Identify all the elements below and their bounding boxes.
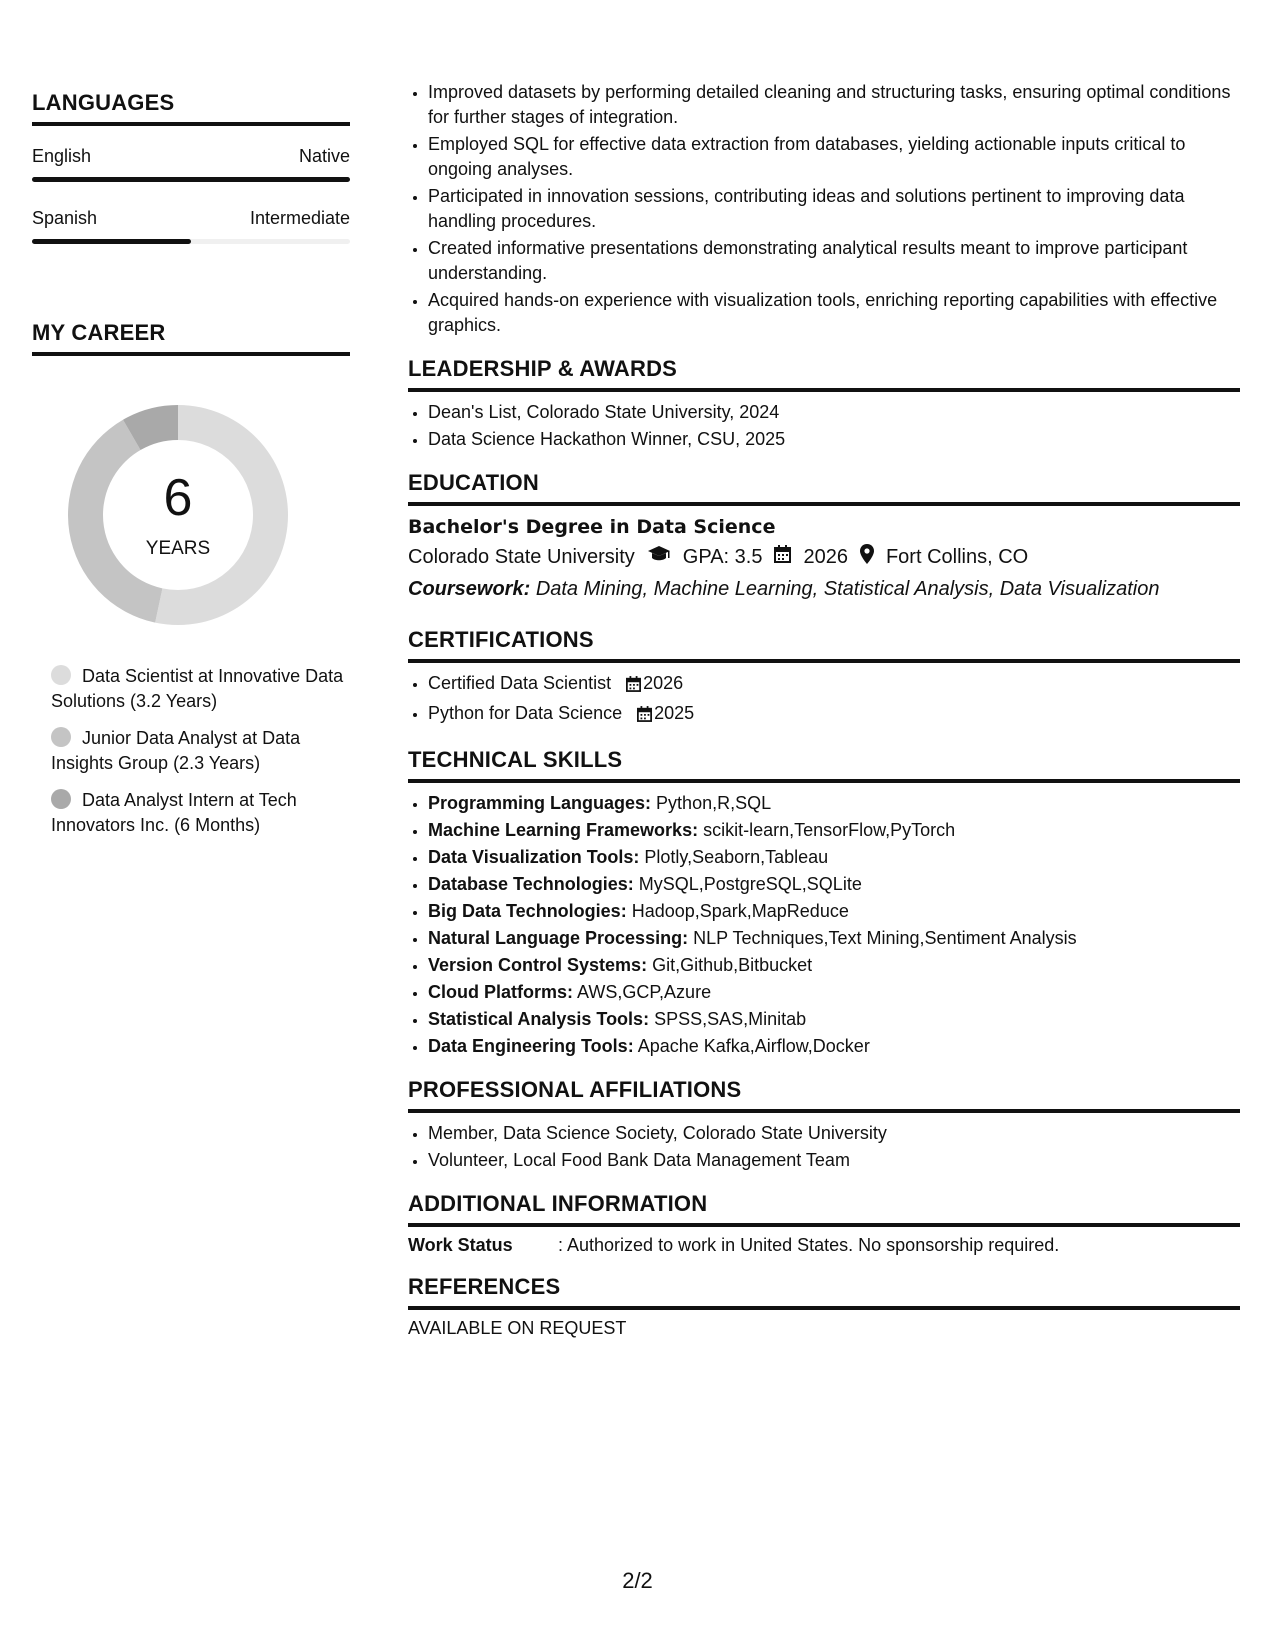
- skill-category: Data Visualization Tools:: [428, 847, 640, 867]
- list-item: • Data Science Hackathon Winner, CSU, 2025: [428, 427, 1240, 452]
- language-level: Intermediate: [249, 208, 350, 228]
- language-name: English: [32, 146, 92, 166]
- coursework-label: Coursework:: [408, 578, 531, 600]
- list-item: [428, 872, 1240, 897]
- legend-label: Data Analyst Intern at Tech Innovators Inc. (6 Months): [51, 790, 297, 835]
- list-item: • Volunteer, Local Food Bank Data Management Team: [428, 1148, 1240, 1173]
- work-status-value: : Authorized to work in United States. No sponsorship required.: [558, 1235, 1060, 1255]
- list-item: • Acquired hands-on experience with visualization tools, enriching reporting capabilities with effective graphics.: [428, 288, 1240, 338]
- section-divider: [408, 1306, 1240, 1310]
- career-title: MY CAREER: [32, 320, 166, 345]
- skill-category: Programming Languages:: [428, 793, 652, 813]
- language-proficiency-fill: [32, 177, 350, 182]
- list-item: • Created informative presentations demonstrating analytical results meant to improve participant understanding.: [428, 236, 1240, 286]
- legend-dot: [51, 665, 71, 685]
- list-item: [428, 980, 1240, 1005]
- skill-values: NLP Techniques,Text Mining,Sentiment Analysis: [693, 928, 1077, 948]
- career-donut-chart: [63, 400, 293, 630]
- language-item: [32, 146, 350, 182]
- calendar-icon: [637, 704, 652, 729]
- leadership-section: [408, 356, 1240, 452]
- list-item: [428, 899, 1240, 924]
- legend-item: [51, 726, 350, 776]
- references-text: AVAILABLE ON REQUEST: [408, 1318, 627, 1338]
- technical-skills-section: [408, 747, 1240, 1059]
- skill-values: SPSS,SAS,Minitab: [654, 1009, 807, 1029]
- references-title: REFERENCES: [408, 1274, 561, 1299]
- calendar-icon: [774, 545, 791, 569]
- skill-values: MySQL,PostgreSQL,SQLite: [638, 874, 862, 894]
- certification-name: Certified Data Scientist: [428, 673, 612, 693]
- education-title: EDUCATION: [408, 470, 539, 495]
- work-status-row: [408, 1235, 1240, 1256]
- legend-dot: [51, 727, 71, 747]
- skill-values: AWS,GCP,Azure: [577, 982, 712, 1002]
- section-divider: [408, 388, 1240, 392]
- list-item: • Member, Data Science Society, Colorado State University: [428, 1121, 1240, 1146]
- degree-title: Bachelor's Degree in Data Science: [408, 516, 776, 538]
- list-item: [428, 791, 1240, 816]
- languages-section: [32, 90, 350, 244]
- list-item: [428, 818, 1240, 843]
- skill-values: Git,Github,Bitbucket: [652, 955, 813, 975]
- list-item: [428, 845, 1240, 870]
- skill-category: Statistical Analysis Tools:: [428, 1009, 650, 1029]
- certifications-section: [408, 627, 1240, 729]
- school-name: Colorado State University: [408, 545, 635, 568]
- right-column: [408, 80, 1240, 1339]
- section-divider: [408, 779, 1240, 783]
- skill-values: Python,R,SQL: [656, 793, 772, 813]
- legend-label: Data Scientist at Innovative Data Solutions (3.2 Years): [51, 666, 344, 711]
- education-section: [408, 470, 1240, 601]
- list-item: [428, 953, 1240, 978]
- section-divider: [408, 1109, 1240, 1113]
- map-pin-icon: [860, 544, 874, 570]
- skill-category: Cloud Platforms:: [428, 982, 574, 1002]
- list-item: [428, 1034, 1240, 1059]
- skill-values: Plotly,Seaborn,Tableau: [644, 847, 829, 867]
- list-item: [428, 1007, 1240, 1032]
- skill-values: scikit-learn,TensorFlow,PyTorch: [703, 820, 956, 840]
- list-item: [428, 701, 1240, 729]
- language-item: [32, 208, 350, 244]
- list-item: [428, 671, 1240, 699]
- skill-category: Database Technologies:: [428, 874, 634, 894]
- references-section: [408, 1274, 1240, 1339]
- skill-category: Big Data Technologies:: [428, 901, 627, 921]
- list-item: • Dean's List, Colorado State University, 2024: [428, 400, 1240, 425]
- section-divider: [32, 352, 350, 356]
- leadership-title: LEADERSHIP & AWARDS: [408, 356, 678, 381]
- languages-title: LANGUAGES: [32, 90, 175, 115]
- legend-label: Junior Data Analyst at Data Insights Group (2.3 Years): [51, 728, 301, 773]
- gpa: GPA: 3.5: [682, 545, 763, 568]
- skill-category: Data Engineering Tools:: [428, 1036, 634, 1056]
- certification-year: 2026: [643, 673, 684, 693]
- coursework: [408, 578, 1240, 601]
- certification-name: Python for Data Science: [428, 703, 623, 723]
- graduation-cap-icon: [647, 545, 671, 569]
- legend-item: [51, 788, 350, 838]
- legend-item: [51, 664, 350, 714]
- language-name: Spanish: [32, 208, 98, 228]
- language-proficiency-bar: [32, 177, 350, 182]
- left-column: [32, 90, 350, 850]
- language-proficiency-bar: [32, 239, 350, 244]
- list-item: • Employed SQL for effective data extraction from databases, yielding actionable inputs critical to ongoing analyses.: [428, 132, 1240, 182]
- career-section: [32, 320, 350, 838]
- calendar-icon: [626, 674, 641, 699]
- list-item: • Participated in innovation sessions, contributing ideas and solutions pertinent to improving data handling procedures.: [428, 184, 1240, 234]
- language-level: Native: [298, 146, 350, 166]
- legend-dot: [51, 789, 71, 809]
- affiliations-section: [408, 1077, 1240, 1173]
- additional-info-section: [408, 1191, 1240, 1256]
- location: Fort Collins, CO: [885, 545, 1029, 568]
- skill-category: Version Control Systems:: [428, 955, 648, 975]
- graduation-year: 2026: [803, 545, 848, 568]
- section-divider: [408, 1223, 1240, 1227]
- work-status-label: Work Status: [408, 1235, 513, 1255]
- page-number: 2/2: [622, 1568, 653, 1593]
- language-proficiency-fill: [32, 239, 191, 244]
- skills-list: [408, 791, 1240, 1059]
- certifications-title: CERTIFICATIONS: [408, 627, 594, 652]
- certification-year: 2025: [654, 703, 695, 723]
- section-divider: [408, 502, 1240, 506]
- list-item: [428, 926, 1240, 951]
- career-total-years: 6: [163, 469, 193, 527]
- skill-category: Machine Learning Frameworks:: [428, 820, 699, 840]
- skill-values: Hadoop,Spark,MapReduce: [631, 901, 849, 921]
- additional-title: ADDITIONAL INFORMATION: [408, 1191, 708, 1216]
- section-divider: [408, 659, 1240, 663]
- section-divider: [32, 122, 350, 126]
- career-total-unit: YEARS: [145, 538, 211, 559]
- skill-values: Apache Kafka,Airflow,Docker: [637, 1036, 870, 1056]
- affiliations-title: PROFESSIONAL AFFILIATIONS: [408, 1077, 742, 1102]
- coursework-list: Data Mining, Machine Learning, Statistical Analysis, Data Visualization: [535, 578, 1160, 600]
- experience-bullets: [408, 80, 1240, 338]
- skill-category: Natural Language Processing:: [428, 928, 689, 948]
- list-item: • Improved datasets by performing detailed cleaning and structuring tasks, ensuring optimal conditions for further stages of integration.: [428, 80, 1240, 130]
- education-details: [408, 544, 1240, 570]
- skills-title: TECHNICAL SKILLS: [408, 747, 623, 772]
- career-legend: [51, 664, 350, 838]
